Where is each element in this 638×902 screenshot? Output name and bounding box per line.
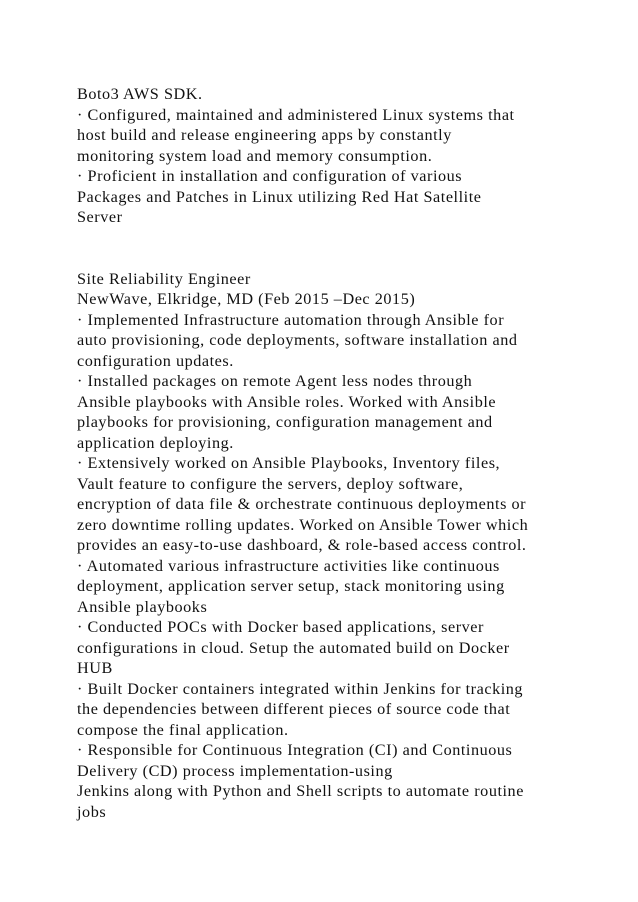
text-line: monitoring system load and memory consumption. (77, 146, 433, 165)
text-line: · Implemented Infrastructure automation through Ansible for (77, 310, 505, 329)
text-line: · Responsible for Continuous Integration (CI) and Continuous (77, 741, 513, 759)
text-line: · Proficient in installation and configuration of various (77, 167, 463, 185)
text-line: · Conducted POCs with Docker based applications, server (77, 618, 484, 636)
text-line: Ansible playbooks (77, 597, 208, 616)
text-line: deployment, application server setup, stack monitoring using (77, 577, 505, 595)
spacer (77, 228, 617, 249)
text-line: host build and release engineering apps by constantly (77, 126, 452, 144)
text-line: Packages and Patches in Linux utilizing Red Hat Satellite (77, 187, 482, 206)
text-line: · Configured, maintained and administered Linux systems that (77, 105, 515, 124)
text-line: zero downtime rolling updates. Worked on Ansible Tower which (77, 515, 529, 534)
text-line: Boto3 AWS SDK. (77, 85, 203, 103)
text-line: · Extensively worked on Ansible Playbooks, Inventory files, (77, 454, 501, 472)
document-body (77, 84, 617, 822)
text-line: configurations in cloud. Setup the automated build on Docker (77, 638, 510, 657)
text-line: application deploying. (77, 433, 234, 452)
job-section-site-reliability-engineer (77, 269, 617, 823)
text-line: HUB (77, 659, 113, 677)
text-line: · Automated various infrastructure activities like continuous (77, 556, 500, 575)
text-line: Vault feature to configure the servers, deploy software, (77, 474, 464, 493)
text-line: · Built Docker containers integrated within Jenkins for tracking (77, 679, 524, 698)
text-line: Ansible playbooks with Ansible roles. Worked with Ansible (77, 392, 497, 411)
text-line: Jenkins along with Python and Shell scripts to automate routine (77, 782, 524, 800)
text-line: auto provisioning, code deployments, software installation and (77, 331, 518, 349)
spacer (77, 248, 617, 269)
text-line: playbooks for provisioning, configuration management and (77, 413, 493, 431)
job-title: Site Reliability Engineer (77, 269, 251, 288)
text-line: jobs (77, 802, 107, 821)
text-line: configuration updates. (77, 351, 234, 370)
text-line: the dependencies between different pieces of source code that (77, 700, 511, 718)
text-line: Delivery (CD) process implementation-using (77, 761, 393, 780)
job-company-dates: NewWave, Elkridge, MD (Feb 2015 –Dec 2015) (77, 290, 416, 308)
text-line: compose the final application. (77, 720, 289, 739)
text-line: Server (77, 208, 123, 226)
text-line: · Installed packages on remote Agent less nodes through (77, 372, 473, 390)
text-line: provides an easy-to-use dashboard, & role-based access control. (77, 536, 527, 554)
text-line: encryption of data file & orchestrate continuous deployments or (77, 495, 527, 513)
previous-job-bullets (77, 84, 617, 228)
